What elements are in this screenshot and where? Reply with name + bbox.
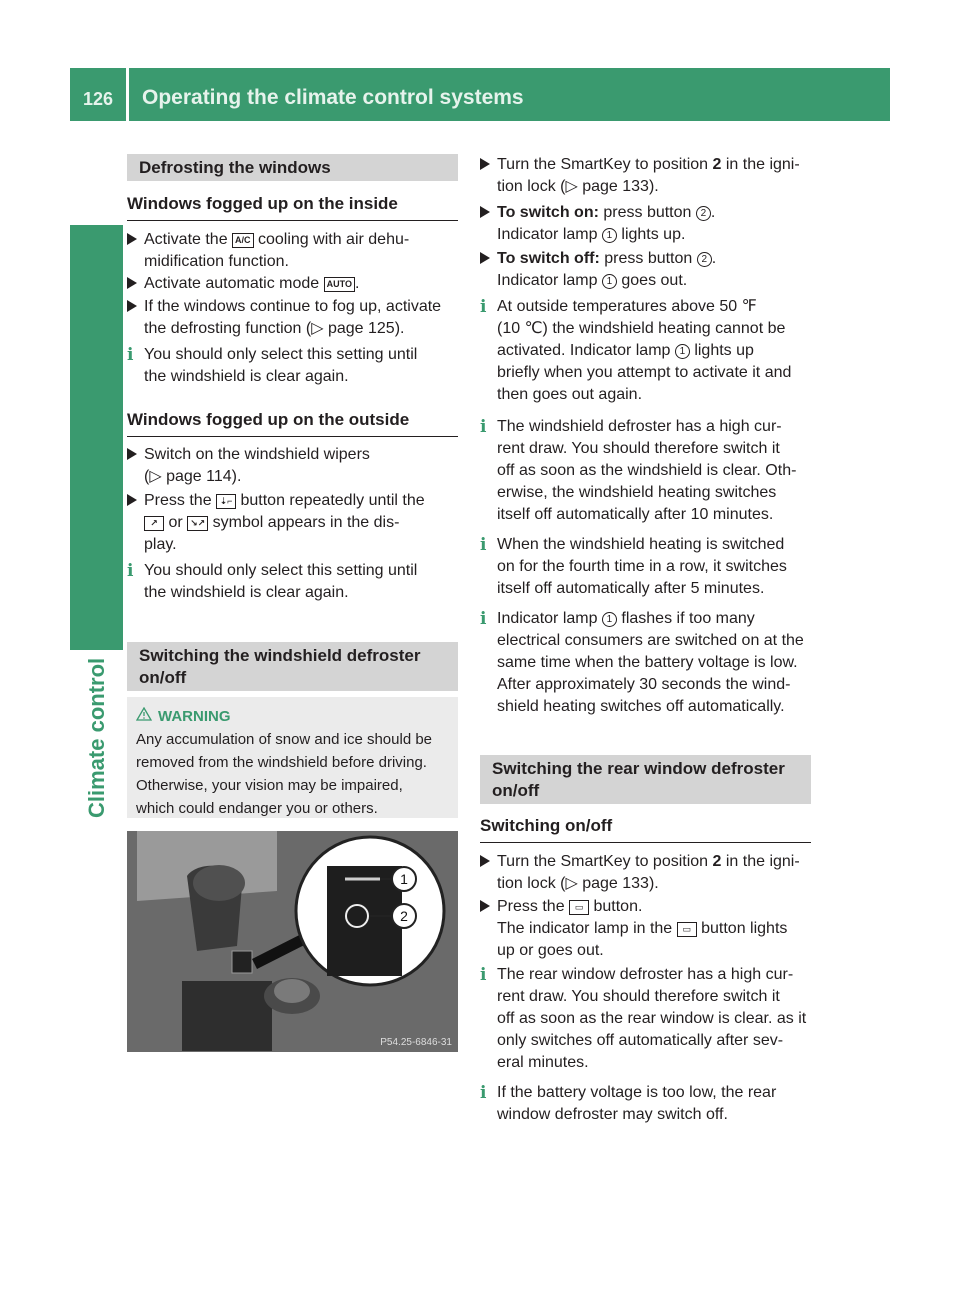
step-switch-on: [480, 202, 811, 246]
step-wipers: [127, 444, 458, 488]
warning-box: [127, 697, 458, 818]
step-text: button.: [589, 898, 643, 915]
warning-text: removed from the windshield before driving.: [136, 754, 427, 771]
arrow-marker-icon: [480, 157, 491, 171]
info-icon: i: [127, 345, 134, 365]
arrow-marker-icon: [127, 276, 138, 290]
step-text: symbol appears in the dis-: [208, 514, 400, 531]
rear-defroster-button-icon: ▭: [677, 922, 697, 937]
step-text: midification function.: [144, 253, 289, 270]
page-title: Operating the climate control systems: [142, 86, 524, 109]
info-icon: i: [127, 561, 134, 581]
step-label: To switch on:: [497, 204, 599, 221]
step-text: Activate automatic mode: [144, 275, 324, 292]
step-text: The indicator lamp in the: [497, 920, 677, 937]
info-icon: i: [480, 535, 487, 555]
arrow-marker-icon: [127, 447, 138, 461]
info-outside-temp: [480, 296, 811, 406]
step-text: Press the: [497, 898, 570, 915]
callout-1-icon: 1: [602, 274, 617, 289]
warning-text: which could endanger you or others.: [136, 800, 378, 817]
info-text: The rear window defroster has a high cur-: [497, 966, 794, 983]
step-text: .: [711, 250, 717, 267]
arrow-marker-icon: [127, 493, 138, 507]
info-text: flashes if too many: [616, 610, 755, 627]
section-windshield-defroster: [127, 642, 458, 691]
step-text: press button: [598, 204, 696, 221]
page-number: 126: [83, 89, 114, 109]
arrow-marker-icon: [127, 232, 138, 246]
info-text: eral minutes.: [497, 1054, 589, 1071]
step-text: or: [164, 514, 188, 531]
info-text: the windshield is clear again.: [144, 584, 349, 601]
info-text: itself off automatically after 10 minutes.: [497, 506, 774, 523]
svg-text:2: 2: [400, 908, 408, 924]
arrow-marker-icon: [480, 899, 491, 913]
callout-2-icon: 2: [697, 252, 712, 267]
info-text: rent draw. You should therefore switch it: [497, 988, 780, 1005]
section-rear-defroster: [480, 755, 811, 804]
step-text: .: [354, 275, 360, 292]
step-text: Activate the: [144, 231, 233, 248]
chapter-label: Climate control: [84, 658, 109, 819]
step-text: (▷ page 114).: [144, 468, 242, 485]
step-text: Turn the SmartKey to position: [497, 156, 713, 173]
step-text: goes out.: [616, 272, 688, 289]
info-text: erwise, the windshield heating switches: [497, 484, 777, 501]
section-title: on/off: [492, 781, 540, 800]
step-text: play.: [144, 536, 177, 553]
step-defrost-function: [127, 296, 458, 340]
callout-1-icon: 1: [602, 612, 617, 627]
step-text: in the igni-: [721, 853, 800, 870]
info-high-current: [480, 416, 811, 526]
callout-1-icon: 1: [602, 228, 617, 243]
info-text: itself off automatically after 5 minutes.: [497, 580, 765, 597]
callout-1-icon: 1: [675, 344, 690, 359]
info-text: briefly when you attempt to activate it and: [497, 364, 792, 381]
info-inside: [127, 344, 458, 388]
step-auto-mode: [127, 273, 458, 295]
step-switch-off: [480, 248, 811, 292]
arrow-marker-icon: [480, 205, 491, 219]
photo-code: P54.25-6846-31: [380, 1037, 452, 1048]
console-photo: [127, 831, 458, 1052]
step-smartkey: [480, 154, 811, 198]
windshield-footwell-airflow-icon: ↘↗: [187, 516, 208, 531]
step-text: 2: [712, 156, 722, 173]
step-text: Switch on the windshield wipers: [144, 446, 370, 463]
step-text: button lights: [696, 920, 788, 937]
info-battery-low: [480, 1082, 811, 1126]
info-text: on for the fourth time in a row, it switches: [497, 558, 787, 575]
info-text: window defroster may switch off.: [497, 1106, 728, 1123]
rear-defroster-button-icon: ▭: [569, 900, 589, 915]
step-text: .: [710, 204, 716, 221]
auto-button-icon: AUTO: [324, 277, 355, 292]
step-text: cooling with air dehu-: [253, 231, 410, 248]
step-rear-smartkey: [480, 851, 811, 895]
step-text: the defrosting function (▷ page 125).: [144, 320, 405, 337]
info-icon: i: [480, 297, 487, 317]
warning-text: Otherwise, your vision may be impaired,: [136, 777, 403, 794]
warning-triangle-icon: [136, 705, 158, 728]
info-text: shield heating switches off automatically.: [497, 698, 785, 715]
info-text: After approximately 30 seconds the wind-: [497, 676, 791, 693]
step-text: 2: [712, 853, 722, 870]
step-text: lights up.: [616, 226, 686, 243]
ac-button-icon: A/C: [232, 233, 254, 248]
console-illustration: [127, 831, 458, 1052]
section-defrosting: Defrosting the windows: [127, 154, 458, 181]
info-text: (10 ℃) the windshield heating cannot be: [497, 320, 786, 337]
info-fourth-time: [480, 534, 811, 600]
info-text: At outside temperatures above 50 ℉: [497, 298, 757, 315]
step-text: up or goes out.: [497, 942, 604, 959]
windshield-airflow-icon: ↗: [144, 516, 164, 531]
info-text: Indicator lamp: [497, 610, 602, 627]
info-text: rent draw. You should therefore switch it: [497, 440, 780, 457]
warning-header: [136, 705, 449, 728]
info-text: If the battery voltage is too low, the rear: [497, 1084, 777, 1101]
info-text: same time when the battery voltage is low.: [497, 654, 798, 671]
arrow-marker-icon: [127, 299, 138, 313]
step-text: in the igni-: [721, 156, 800, 173]
section-title: on/off: [139, 668, 187, 687]
step-text: tion lock (▷ page 133).: [497, 875, 659, 892]
info-rear-current: [480, 964, 811, 1074]
side-tab: [70, 225, 123, 650]
warning-text: Any accumulation of snow and ice should be: [136, 731, 433, 748]
step-text: press button: [599, 250, 697, 267]
info-text: The windshield defroster has a high cur-: [497, 418, 782, 435]
subhead-rear-switch: Switching on/off: [480, 815, 811, 843]
airflow-button-icon: ⇣⌐: [216, 494, 236, 509]
info-text: lights up: [689, 342, 754, 359]
info-text: then goes out again.: [497, 386, 643, 403]
step-press-rear: [480, 896, 811, 962]
section-title: Switching the rear window defroster: [492, 759, 785, 778]
section-title: Switching the windshield defroster: [139, 646, 421, 665]
info-text: only switches off automatically after sev-: [497, 1032, 784, 1049]
info-icon: i: [480, 417, 487, 437]
step-activate-ac: [127, 229, 458, 273]
info-outside: [127, 560, 458, 604]
info-text: You should only select this setting until: [144, 562, 418, 579]
header-divider: [126, 68, 129, 121]
step-text: Press the: [144, 492, 217, 509]
arrow-marker-icon: [480, 251, 491, 265]
info-icon: i: [480, 965, 487, 985]
warning-title: WARNING: [158, 708, 231, 725]
info-text: activated. Indicator lamp: [497, 342, 675, 359]
step-text: Turn the SmartKey to position: [497, 853, 713, 870]
info-lamp-flashes: [480, 608, 811, 718]
info-text: the windshield is clear again.: [144, 368, 349, 385]
info-text: When the windshield heating is switched: [497, 536, 785, 553]
subhead-inside: Windows fogged up on the inside: [127, 193, 458, 221]
info-text: off as soon as the rear window is clear. as it: [497, 1010, 807, 1027]
callout-2-icon: 2: [696, 206, 711, 221]
info-text: electrical consumers are switched on at the: [497, 632, 804, 649]
step-text: Indicator lamp: [497, 226, 602, 243]
step-text: button repeatedly until the: [236, 492, 425, 509]
page-header: [70, 68, 890, 121]
step-text: Indicator lamp: [497, 272, 602, 289]
arrow-marker-icon: [480, 854, 491, 868]
info-icon: i: [480, 1083, 487, 1103]
step-press-airflow: [127, 490, 458, 556]
step-label: To switch off:: [497, 250, 600, 267]
svg-text:1: 1: [400, 871, 408, 887]
info-text: You should only select this setting until: [144, 346, 418, 363]
step-text: If the windows continue to fog up, activate: [144, 298, 442, 315]
info-text: off as soon as the windshield is clear. Oth-: [497, 462, 797, 479]
info-icon: i: [480, 609, 487, 629]
subhead-outside: Windows fogged up on the outside: [127, 409, 458, 437]
step-text: tion lock (▷ page 133).: [497, 178, 659, 195]
